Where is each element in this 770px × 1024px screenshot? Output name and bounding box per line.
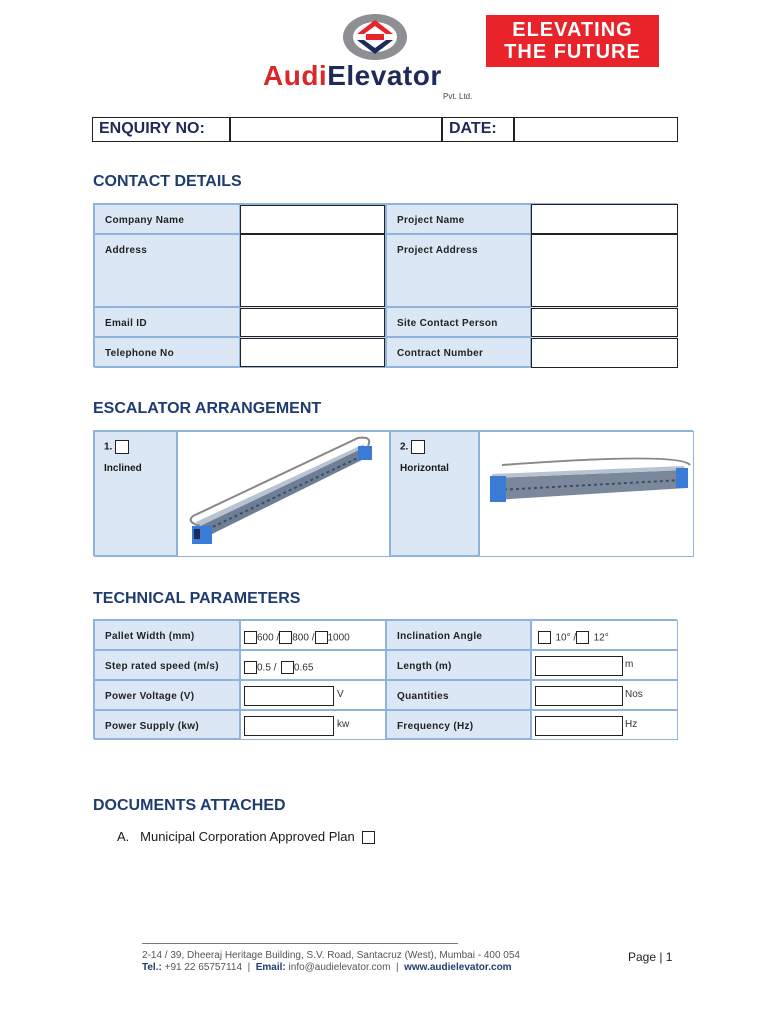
documents-attached-title: DOCUMENTS ATTACHED: [93, 797, 286, 814]
option-1-number: 1.: [104, 441, 113, 453]
brand-part-1: Audi: [263, 60, 328, 91]
footer-address: 2-14 / 39, Dheeraj Heritage Building, S.V. Road, Santacruz (West), Mumbai - 400 054: [142, 950, 520, 961]
contact-details-title: CONTACT DETAILS: [93, 173, 242, 190]
footer-telephone: +91 22 65757114: [164, 962, 243, 973]
municipal-plan-checkbox[interactable]: [362, 831, 375, 844]
quantities-label: Quantities: [397, 691, 449, 702]
pallet-opt-1000: 1000: [327, 632, 350, 644]
contract-number-label: Contract Number: [397, 348, 484, 359]
footer-contact-line: Tel.: +91 22 65757114 | Email: info@audielevator.com | www.audielevator.com: [142, 962, 512, 973]
address-field[interactable]: [240, 234, 385, 307]
angle-opt-10: 10° /: [555, 632, 577, 644]
inclined-label: Inclined: [104, 463, 142, 474]
document-item-a-text: Municipal Corporation Approved Plan: [140, 829, 355, 844]
angle-opt-12: 12°: [593, 632, 609, 644]
project-address-field[interactable]: [531, 234, 678, 307]
brand-suffix: Pvt. Ltd.: [443, 92, 473, 101]
date-field[interactable]: [514, 117, 678, 142]
inclined-escalator-icon: [178, 432, 391, 558]
pallet-600-checkbox[interactable]: [244, 631, 257, 644]
enquiry-number-field[interactable]: [230, 117, 442, 142]
horizontal-escalator-image: [479, 431, 694, 557]
speed-opt-0-5: 0.5 /: [257, 662, 277, 674]
project-name-field[interactable]: [531, 204, 678, 234]
inclined-escalator-image: [177, 431, 390, 557]
technical-parameters-table: [93, 619, 677, 739]
tel-label: Tel.:: [142, 962, 162, 973]
speed-0-65-checkbox[interactable]: [281, 661, 294, 674]
telephone-label: Telephone No: [105, 348, 174, 359]
footer-divider: [142, 943, 458, 944]
quantities-field[interactable]: [535, 686, 623, 706]
supply-unit: kw: [337, 719, 350, 730]
horizontal-checkbox[interactable]: [411, 440, 425, 454]
enquiry-label: ENQUIRY NO:: [92, 117, 230, 142]
contact-details-table: [93, 203, 677, 367]
horizontal-label: Horizontal: [400, 463, 449, 474]
power-supply-label: Power Supply (kw): [105, 721, 200, 732]
step-speed-label: Step rated speed (m/s): [105, 661, 219, 672]
angle-12-checkbox[interactable]: [576, 631, 589, 644]
length-label: Length (m): [397, 661, 452, 672]
page-number: Page | 1: [628, 950, 673, 964]
brand-part-2: Elevator: [327, 60, 442, 91]
logo-emblem-icon: [340, 10, 410, 62]
tagline-line-2: THE FUTURE: [504, 41, 641, 63]
length-unit: m: [625, 659, 634, 670]
frequency-unit: Hz: [625, 719, 638, 730]
escalator-arrangement-title: ESCALATOR ARRANGEMENT: [93, 400, 322, 417]
speed-0-5-checkbox[interactable]: [244, 661, 257, 674]
footer-email: info@audielevator.com: [288, 962, 391, 973]
document-item-a-letter: A.: [117, 829, 130, 844]
email-label: Email ID: [105, 318, 147, 329]
inclined-checkbox[interactable]: [115, 440, 129, 454]
power-voltage-field[interactable]: [244, 686, 334, 706]
company-name-label: Company Name: [105, 215, 185, 226]
document-item-a: [117, 829, 375, 844]
pallet-opt-600: 600 /: [257, 632, 280, 644]
power-voltage-label: Power Voltage (V): [105, 691, 195, 702]
voltage-unit: V: [337, 689, 344, 700]
pallet-opt-800: 800 /: [292, 632, 315, 644]
angle-10-checkbox[interactable]: [538, 631, 551, 644]
date-label: DATE:: [442, 117, 514, 142]
tagline-banner: [486, 15, 659, 67]
email-field[interactable]: [240, 308, 385, 337]
horizontal-escalator-icon: [480, 432, 695, 558]
site-contact-label: Site Contact Person: [397, 318, 498, 329]
company-logo: [255, 10, 495, 100]
length-field[interactable]: [535, 656, 623, 676]
power-supply-field[interactable]: [244, 716, 334, 736]
tagline-line-1: ELEVATING: [512, 19, 633, 41]
arrangement-table: [93, 430, 693, 556]
inclination-angle-label: Inclination Angle: [397, 631, 483, 642]
project-name-label: Project Name: [397, 215, 465, 226]
contract-number-field[interactable]: [531, 338, 678, 368]
telephone-field[interactable]: [240, 338, 385, 367]
email-label-footer: Email:: [255, 962, 286, 973]
frequency-label: Frequency (Hz): [397, 721, 474, 732]
site-contact-field[interactable]: [531, 308, 678, 337]
technical-parameters-title: TECHNICAL PARAMETERS: [93, 590, 301, 607]
company-name-field[interactable]: [240, 205, 385, 234]
footer-website: www.audielevator.com: [404, 962, 512, 973]
quantities-unit: Nos: [625, 689, 643, 700]
pallet-800-checkbox[interactable]: [279, 631, 292, 644]
speed-opt-0-65: 0.65: [293, 662, 314, 674]
project-address-label: Project Address: [397, 245, 478, 256]
pallet-1000-checkbox[interactable]: [315, 631, 328, 644]
frequency-field[interactable]: [535, 716, 623, 736]
option-2-number: 2.: [400, 441, 409, 453]
address-label: Address: [105, 245, 148, 256]
pallet-width-label: Pallet Width (mm): [105, 631, 195, 642]
